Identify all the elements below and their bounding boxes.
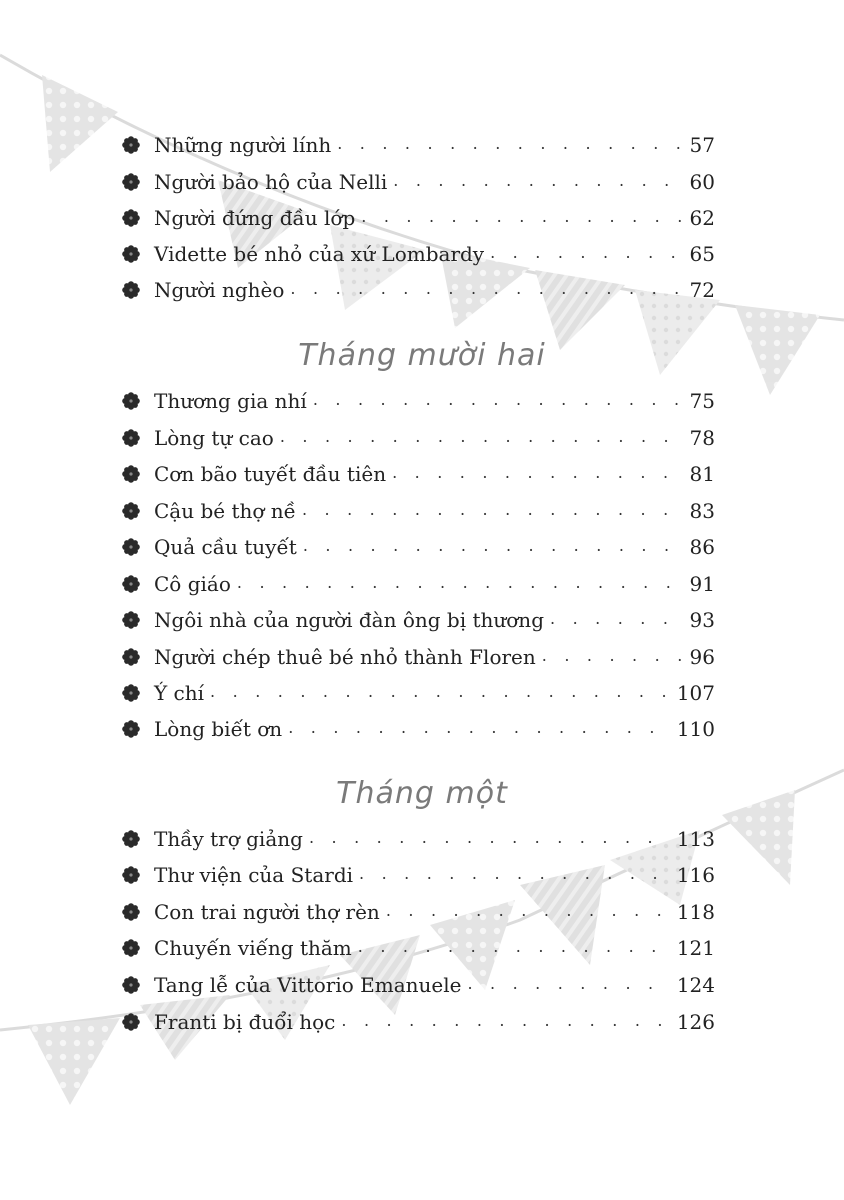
entry-title: Cơn bão tuyết đầu tiên bbox=[154, 462, 387, 486]
flower-bullet-icon bbox=[122, 245, 140, 263]
dot-leader bbox=[303, 534, 684, 558]
entry-page-number: 124 bbox=[676, 973, 715, 997]
entry-title: Ý chí bbox=[154, 681, 205, 705]
dot-leader bbox=[237, 571, 684, 595]
toc-entry[interactable] bbox=[122, 383, 715, 413]
entry-page-number: 116 bbox=[676, 863, 715, 887]
flower-bullet-icon bbox=[122, 173, 140, 191]
flower-bullet-icon bbox=[122, 648, 140, 666]
dot-leader bbox=[467, 972, 670, 996]
entry-page-number: 118 bbox=[676, 900, 715, 924]
dot-leader bbox=[392, 461, 683, 485]
dot-leader bbox=[280, 425, 684, 449]
flower-bullet-icon bbox=[122, 281, 140, 299]
dot-leader bbox=[542, 644, 684, 668]
entry-title: Người chép thuê bé nhỏ thành Floren bbox=[154, 645, 536, 669]
entry-page-number: 83 bbox=[689, 499, 715, 523]
entry-title: Những người lính bbox=[154, 133, 332, 157]
entry-title: Chuyến viếng thăm bbox=[154, 936, 352, 960]
dot-leader bbox=[309, 826, 671, 850]
dot-leader bbox=[290, 277, 683, 301]
entry-title: Người đứng đầu lớp bbox=[154, 206, 356, 230]
toc-entry[interactable] bbox=[122, 1004, 715, 1034]
toc-entry[interactable] bbox=[122, 602, 715, 632]
entry-title: Cậu bé thợ nề bbox=[154, 499, 296, 523]
entry-page-number: 60 bbox=[689, 170, 715, 194]
dot-leader bbox=[393, 169, 683, 193]
dot-leader bbox=[359, 862, 671, 886]
entry-page-number: 113 bbox=[676, 827, 715, 851]
dot-leader bbox=[337, 132, 683, 156]
month-heading: Tháng một bbox=[336, 776, 508, 811]
entry-title: Tang lễ của Vittorio Emanuele bbox=[154, 973, 462, 997]
entry-page-number: 121 bbox=[676, 936, 715, 960]
entry-page-number: 72 bbox=[689, 278, 715, 302]
entry-page-number: 126 bbox=[676, 1010, 715, 1034]
entry-page-number: 110 bbox=[676, 717, 715, 741]
entry-page-number: 93 bbox=[689, 608, 715, 632]
toc-entry[interactable] bbox=[122, 711, 715, 741]
entry-title: Con trai người thợ rèn bbox=[154, 900, 380, 924]
dot-leader bbox=[550, 607, 684, 631]
entry-page-number: 96 bbox=[689, 645, 715, 669]
dot-leader bbox=[288, 716, 671, 740]
entry-title: Franti bị đuổi học bbox=[154, 1010, 336, 1034]
flower-bullet-icon bbox=[122, 136, 140, 154]
dot-leader bbox=[361, 205, 683, 229]
toc-entry[interactable] bbox=[122, 894, 715, 924]
flower-bullet-icon bbox=[122, 903, 140, 921]
flower-bullet-icon bbox=[122, 830, 140, 848]
entry-page-number: 91 bbox=[689, 572, 715, 596]
dot-leader bbox=[490, 241, 683, 265]
toc-entry[interactable] bbox=[122, 236, 715, 266]
toc-entry[interactable] bbox=[122, 420, 715, 450]
entry-title: Thư viện của Stardi bbox=[154, 863, 354, 887]
flower-bullet-icon bbox=[122, 611, 140, 629]
entry-page-number: 86 bbox=[689, 535, 715, 559]
dot-leader bbox=[302, 498, 684, 522]
toc-entry[interactable] bbox=[122, 675, 715, 705]
entry-page-number: 107 bbox=[676, 681, 715, 705]
entry-title: Thầy trợ giảng bbox=[154, 827, 303, 851]
toc-entry[interactable] bbox=[122, 127, 715, 157]
entry-title: Thương gia nhí bbox=[154, 389, 307, 413]
entry-page-number: 57 bbox=[689, 133, 715, 157]
toc-entry[interactable] bbox=[122, 200, 715, 230]
flower-bullet-icon bbox=[122, 392, 140, 410]
entry-title: Lòng biết ơn bbox=[154, 717, 283, 741]
flower-bullet-icon bbox=[122, 429, 140, 447]
entry-title: Cô giáo bbox=[154, 572, 231, 596]
flower-bullet-icon bbox=[122, 1013, 140, 1031]
flower-bullet-icon bbox=[122, 866, 140, 884]
toc-entry[interactable] bbox=[122, 272, 715, 302]
entry-page-number: 65 bbox=[689, 242, 715, 266]
toc-entry[interactable] bbox=[122, 967, 715, 997]
toc-entry[interactable] bbox=[122, 821, 715, 851]
flower-bullet-icon bbox=[122, 720, 140, 738]
dot-leader bbox=[210, 680, 671, 704]
entry-page-number: 81 bbox=[689, 462, 715, 486]
entry-title: Ngôi nhà của người đàn ông bị thương bbox=[154, 608, 544, 632]
dot-leader bbox=[386, 899, 671, 923]
flower-bullet-icon bbox=[122, 939, 140, 957]
flower-bullet-icon bbox=[122, 502, 140, 520]
flower-bullet-icon bbox=[122, 684, 140, 702]
entry-title: Vidette bé nhỏ của xứ Lombardy bbox=[154, 242, 485, 266]
dot-leader bbox=[341, 1009, 670, 1033]
toc-entry[interactable] bbox=[122, 857, 715, 887]
flower-bullet-icon bbox=[122, 575, 140, 593]
toc-entry[interactable] bbox=[122, 639, 715, 669]
toc-entry[interactable] bbox=[122, 566, 715, 596]
entry-title: Quả cầu tuyết bbox=[154, 535, 297, 559]
entry-title: Người bảo hộ của Nelli bbox=[154, 170, 388, 194]
toc-entry[interactable] bbox=[122, 493, 715, 523]
toc-entry[interactable] bbox=[122, 456, 715, 486]
entry-page-number: 75 bbox=[689, 389, 715, 413]
flower-bullet-icon bbox=[122, 465, 140, 483]
month-heading: Tháng mười hai bbox=[298, 338, 546, 373]
toc-entry[interactable] bbox=[122, 164, 715, 194]
entry-title: Lòng tự cao bbox=[154, 426, 274, 450]
toc-entry[interactable] bbox=[122, 529, 715, 559]
toc-entry[interactable] bbox=[122, 930, 715, 960]
flower-bullet-icon bbox=[122, 209, 140, 227]
entry-title: Người nghèo bbox=[154, 278, 285, 302]
entry-page-number: 62 bbox=[689, 206, 715, 230]
flower-bullet-icon bbox=[122, 538, 140, 556]
dot-leader bbox=[313, 388, 684, 412]
flower-bullet-icon bbox=[122, 976, 140, 994]
entry-page-number: 78 bbox=[689, 426, 715, 450]
dot-leader bbox=[358, 935, 671, 959]
